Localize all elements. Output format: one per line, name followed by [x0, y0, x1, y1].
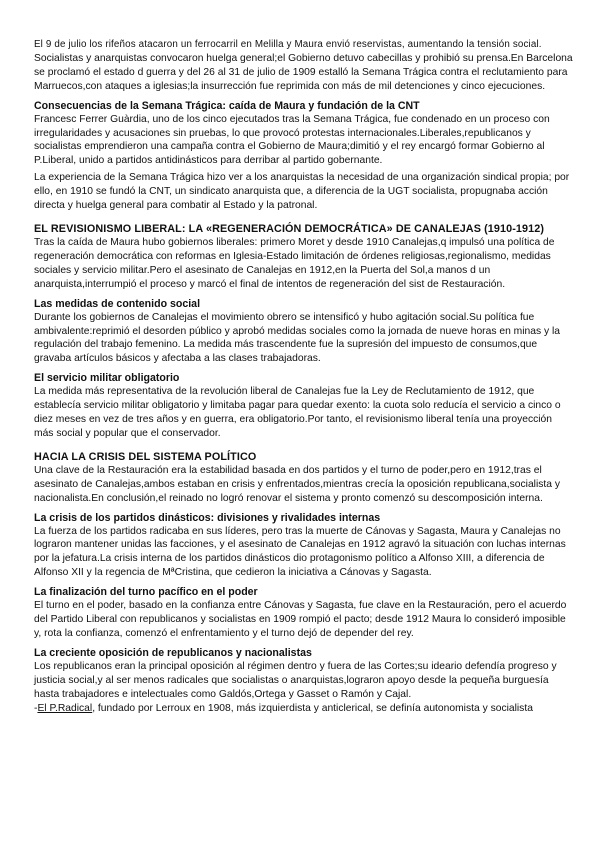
heading-medidas: Las medidas de contenido social	[34, 297, 201, 310]
heading-servicio-militar: El servicio militar obligatorio	[34, 372, 180, 385]
oposicion-paragraph-1: Los republicanos eran la principal oposición al régimen dentro y fuera de las Cortes;su ideario defendía progreso y justicia social,y al ser menos radicales que socialistas o anarquistas,lograron apoyo desde la pequeña burguesía hasta trabajadores e intelectuales como Galdós,Ortega y Gasset o Ramón y Cajal.	[34, 660, 557, 700]
intro-paragraph-1: El 9 de julio los rifeños atacaron un ferrocarril en Melilla y Maura envió reservistas, aumentando la tensión social.	[34, 39, 542, 50]
heading-turno-pacifico: La finalización del turno pacífico en el poder	[34, 586, 258, 599]
crisis-paragraph: Una clave de la Restauración era la estabilidad basada en dos partidos y el turno de poder,pero en 1912,tras el asesinato de Canalejas,ambos estaban en crisis y enfrentados,mientras crecía la oposición republicana,socialista y nacionalista.En conclusión,el reinado no logró renovar el sistema y pronto comenzó su descomposición interna.	[34, 464, 561, 504]
oposicion-paragraph-2-text: , fundado por Lerroux en 1908, más izquierdista y anticlerical, se definía autonomista y socialista	[92, 702, 533, 714]
heading-oposicion: La creciente oposición de republicanos y nacionalistas	[34, 646, 312, 659]
consecuencias-paragraph-1: Francesc Ferrer Guàrdia, uno de los cinco ejecutados tras la Semana Trágica, fue condenado en un proceso con irregularidades y acusaciones sin pruebas, lo que provocó protestas internacionales.Liberales,republicanos y socialistas emprendieron una campaña contra el Gobierno de Maura;dimitió y el rey encargó formar Gobierno al P.Liberal, unido a partidos antidinásticos para derribar al partido gobernante.	[34, 113, 550, 167]
oposicion-paragraph-2: -El P.Radical, fundado por Lerroux en 1908, más izquierdista y anticlerical, se definía autonomista y socialista	[34, 702, 533, 714]
heading-revisionismo: EL REVISIONISMO LIBERAL: LA «REGENERACIÓN DEMOCRÁTICA» DE CANALEJAS (1910-1912)	[34, 222, 545, 235]
consecuencias-paragraph-2: La experiencia de la Semana Trágica hizo ver a los anarquistas la necesidad de una organización sindical propia; por ello, en 1910 se fundó la CNT, un sindicato anarquista que, a diferencia de la UGT socialista, propugnaba acción directa y huelga general para combatir al Estado y la patronal.	[34, 172, 570, 212]
partido-radical-link[interactable]: El P.Radical	[37, 702, 93, 714]
heading-partidos-dinasticos: La crisis de los partidos dinásticos: divisiones y rivalidades internas	[34, 511, 381, 524]
heading-crisis-sistema: HACIA LA CRISIS DEL SISTEMA POLÍTICO	[34, 450, 257, 463]
servicio-paragraph: La medida más representativa de la revolución liberal de Canalejas fue la Ley de Reclutamiento de 1912, que establecía servicio militar obligatorio y limitaba pagar para quedar exento: la cuota solo reducía el servicio a cinco o diez meses en vez de tres años y en guerra, era obligatorio.Por tanto, el revisionismo liberal tenía una proyección más social y popular que el conservador.	[34, 386, 561, 439]
turno-paragraph: El turno en el poder, basado en la confianza entre Cánovas y Sagasta, fue clave en la Restauración, pero el acuerdo del Partido Liberal con republicanos y socialistas en 1909 rompió el pacto; desde 1912 Maura lo consideró imposible y, rota la confianza, comenzó el enfrentamiento y el turno dejó de depender del rey.	[34, 600, 567, 639]
medidas-paragraph: Durante los gobiernos de Canalejas el movimiento obrero se intensificó y hubo agitación social.Su política fue ambivalente:reprimió el desorden público y aprobó medidas sociales como la jornada de nueve horas en minas y la regulación del trabajo femenino. La medida más trascendente fue la supresión del impuesto de consumos,que gravaba artículos básicos y afectaba a las clases trabajadoras.	[34, 311, 561, 365]
intro-paragraph-2: Socialistas y anarquistas convocaron huelga general;el Gobierno detuvo cabecillas y prohibió su prensa.En Barcelona se proclamó el estado d guerra y del 26 al 31 de julio de 1909 estalló la Semana Trágica contra el reclutamiento para Marruecos,con ataques a iglesias;la insurrección fue reprimida con más de mil detenciones y cinco ejecuciones.	[34, 52, 573, 92]
heading-consecuencias: Consecuencias de la Semana Trágica: caída de Maura y fundación de la CNT	[34, 99, 420, 112]
revisionismo-paragraph: Tras la caída de Maura hubo gobiernos liberales: primero Moret y desde 1910 Canalejas,q impulsó una política de regeneración democrática con reformas en Iglesia-Estado limitación de órdenes religiosas,regionalismo, medidas sociales y servicio militar.Pero el asesinato de Canalejas en 1912,en la Puerta del Sol,a manos d un anarquista,interrumpió el proceso y marcó el final de intentos de regeneración del sist de Restauración.	[34, 236, 555, 290]
document-content	[34, 38, 574, 716]
dinasticos-paragraph: La fuerza de los partidos radicaba en sus líderes, pero tras la muerte de Cánovas y Sagasta, Maura y Canalejas no lograron mantener unidas las facciones, y el asesinato de Canalejas en 1912 agravó la situación con luchas internas por la jefatura.La crisis interna de los partidos dinásticos dio protagonismo político a Alfonso XIII, a diferencia de Alfonso XII y la regencia de MªCristina, que cedieron la iniciativa a Cánovas y Sagasta.	[34, 525, 566, 579]
